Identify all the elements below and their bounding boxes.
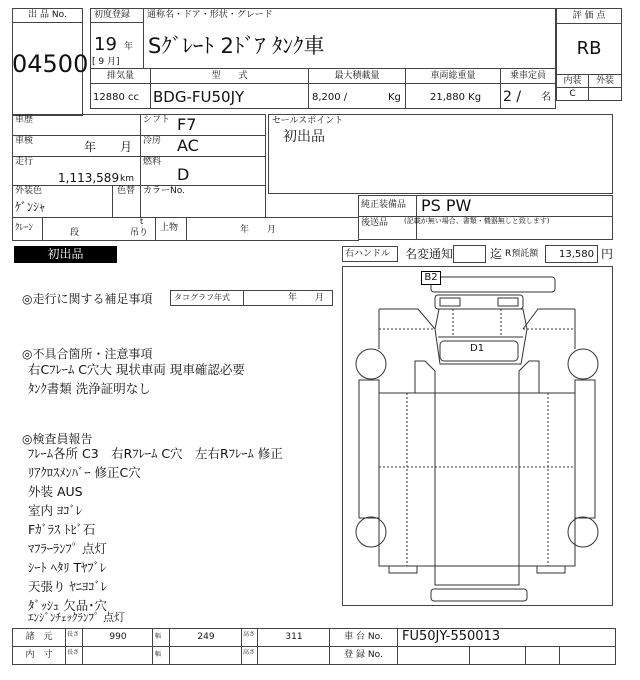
chassis-label: 車 台 No. (344, 632, 383, 642)
crane-lift: 吊り (130, 228, 149, 238)
inspection-value: 年 月 (84, 140, 133, 154)
inspector-line: ﾌﾚｰﾑ各所 C3 右Rﾌﾚｰﾑ C穴 左右Rﾌﾚｰﾑ 修正 (28, 446, 283, 461)
capacity-label: 乗車定員 (509, 71, 546, 81)
fuel-value: D (177, 165, 190, 184)
score-value: RB (576, 38, 602, 59)
inner-height-label: 高さ (243, 649, 256, 656)
dims-label: 諸 元 (25, 632, 53, 642)
inner-label: 内 寸 (25, 650, 53, 660)
max-load-label: 最大積載量 (334, 71, 380, 81)
later-label: 後送品 (361, 218, 389, 228)
recycle-label: R預託額 (505, 249, 539, 259)
ac-value: AC (177, 136, 199, 155)
mileage-unit: km (120, 174, 134, 184)
equipment-label: 純正装備品 (361, 200, 407, 210)
recycle-value: 13,580 (545, 245, 598, 263)
height-label: 高さ (243, 631, 256, 638)
model-label: 型 式 (211, 71, 248, 81)
shift-value: F7 (177, 115, 197, 134)
mileage-label: 走行 (15, 157, 34, 167)
capacity-unit: 名 (541, 92, 551, 103)
defect-line: 右Cﾌﾚｰﾑ C穴大 現状車両 現車確認必要 (28, 362, 245, 377)
inspector-line: ﾀﾞｯｼｭ 欠品･穴 (28, 598, 107, 613)
inner-length-label: 長さ (67, 649, 80, 656)
inspector-line: ﾘｱｸﾛｽﾒﾝﾊﾞｰ 修正C穴 (28, 465, 141, 480)
vehicle-diagram (342, 266, 613, 606)
inspector-line: ｼｰﾄ ﾍﾀﾘ Tﾔﾌﾞﾚ (28, 560, 107, 575)
history-label: 車歴 (15, 115, 34, 125)
later-note: (記載が無い場合、書類・機器無しと致します) (404, 217, 550, 225)
inspection-label: 車検 (15, 136, 34, 146)
reg-year: 19 (94, 34, 117, 55)
reg-month: [ 9 月] (92, 57, 120, 67)
damage-mark-d1: D1 (470, 343, 485, 354)
displacement-value: 12880 cc (93, 92, 139, 103)
yen-label: 円 (601, 247, 614, 261)
lot-label: 出 品 No. (28, 10, 67, 20)
name-change-box (453, 245, 486, 263)
grade-value: Sｸﾞﾚｰﾄ 2ﾄﾞｱ ﾀﾝｸ車 (148, 34, 325, 58)
length-value: 990 (109, 632, 127, 642)
color-value: ｹﾞﾝｼｬ (15, 200, 46, 214)
length-label: 長さ (67, 631, 80, 638)
score-label: 評 価 点 (572, 11, 606, 21)
body-label: 上物 (160, 223, 179, 233)
gross-label: 車両総重量 (430, 71, 476, 81)
tacho-date: 年 月 (288, 293, 325, 303)
name-change-label: 名変通知 (405, 247, 454, 261)
color-change-label: 色替 (117, 186, 136, 196)
inspector-line: Fｶﾞﾗｽ ﾄﾋﾞ石 (28, 522, 96, 537)
first-reg-label: 初度登録 (94, 10, 131, 20)
height-value: 311 (285, 632, 303, 642)
ac-label: 冷房 (143, 136, 162, 146)
capacity-value: 2 / (503, 89, 522, 105)
fuel-label: 燃料 (143, 157, 162, 167)
interior-grade: C (569, 89, 576, 99)
inspector-line: 天張り ﾔﾆﾖｺﾞﾚ (28, 579, 107, 594)
crane-t: t (140, 217, 144, 226)
gross-value: 21,880 Kg (430, 92, 482, 103)
damage-mark-b2: B2 (421, 271, 441, 285)
chassis-value: FU50JY-550013 (402, 629, 501, 644)
shift-label: シフト (143, 115, 171, 125)
first-listing-badge: 初出品 (14, 246, 117, 263)
defects-title: ◎不具合箇所・注意事項 (22, 347, 153, 361)
displacement-label: 排気量 (106, 71, 134, 81)
inner-width-label: 幅 (155, 651, 162, 658)
tacho-label: タコグラフ年式 (174, 293, 230, 302)
exterior-label: 外装 (595, 76, 614, 86)
steering-badge: 右ハンドル (342, 246, 398, 262)
max-load-value: 8,200 / (312, 92, 348, 103)
interior-label: 内装 (563, 76, 582, 86)
defect-line: ﾀﾝｸ書類 洗浄証明なし (28, 381, 151, 396)
body-date: 年 月 (240, 225, 277, 235)
inspector-line: 室内 ﾖｺﾞﾚ (28, 503, 82, 518)
inspector-line: ﾏﾌﾗｰﾗﾝﾌﾟ 点灯 (28, 541, 107, 556)
reg-year-unit: 年 (124, 42, 134, 52)
model-value: BDG-FU50JY (153, 88, 245, 106)
sales-point-value: 初出品 (283, 129, 325, 145)
color-label: 外装色 (15, 186, 43, 196)
sales-point-label: セールスポイント (272, 116, 344, 126)
equipment-value: PS PW (421, 196, 472, 215)
inspector-line: ｴﾝｼﾞﾝﾁｪｯｸﾗﾝﾌﾟ 点灯 (28, 611, 125, 624)
width-value: 249 (197, 632, 215, 642)
crane-label: ｸﾚｰﾝ (15, 223, 34, 233)
inspector-title: ◎検査員報告 (22, 432, 93, 446)
grade-label: 通称名・ドア・形状・グレード (147, 10, 273, 20)
until-label: 迄 (490, 247, 503, 261)
width-label: 幅 (155, 633, 162, 640)
crane-stage: 段 (70, 228, 80, 238)
truck-outline-diagram (343, 267, 612, 605)
lot-number: 04500 (12, 50, 89, 78)
reg-label: 登 録 No. (344, 650, 383, 660)
max-load-unit: Kg (388, 92, 401, 103)
inspector-line: 外装 AUS (28, 484, 83, 499)
mileage-value: 1,113,589 (58, 171, 120, 185)
color-no-label: カラーNo. (143, 186, 185, 196)
mileage-notes-title: ◎走行に関する補足事項 (22, 292, 153, 306)
